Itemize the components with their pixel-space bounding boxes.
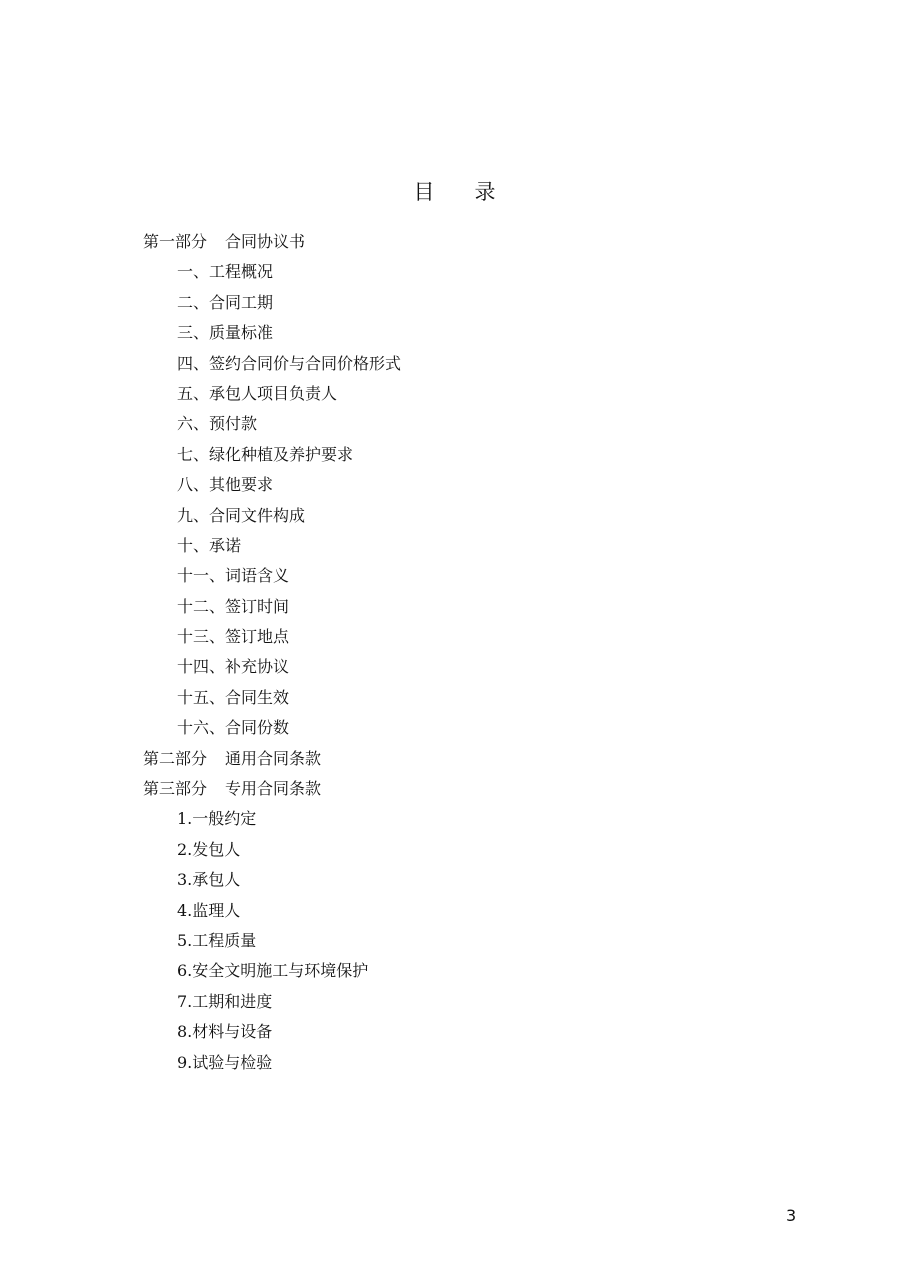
toc-item[interactable]: 6.安全文明施工与环境保护 (177, 961, 369, 981)
toc-item[interactable]: 二、合同工期 (177, 292, 274, 312)
toc-part-3[interactable] (0, 776, 909, 806)
toc-item[interactable]: 一、工程概况 (177, 262, 274, 282)
toc-item[interactable]: 3.承包人 (177, 870, 241, 890)
part-name: 专用合同条款 (225, 779, 322, 799)
toc-part-2[interactable] (0, 746, 909, 776)
page-title (0, 176, 909, 206)
toc-item[interactable]: 十二、签订时间 (177, 596, 290, 616)
toc-item[interactable]: 8.材料与设备 (177, 1022, 273, 1042)
title-char: 目 (413, 180, 455, 204)
part-name: 合同协议书 (225, 232, 306, 251)
toc-item[interactable]: 九、合同文件构成 (177, 505, 306, 525)
page-number: 3 (786, 1206, 797, 1225)
toc-item[interactable]: 五、承包人项目负责人 (177, 383, 338, 403)
title-char: 录 (474, 180, 516, 204)
toc-item[interactable]: 十五、合同生效 (177, 687, 290, 707)
toc-item[interactable]: 十四、补充协议 (177, 657, 290, 677)
part-name: 通用合同条款 (225, 748, 322, 768)
part-label: 第二部分 (143, 748, 208, 768)
toc-part-1[interactable] (0, 229, 909, 259)
toc-item[interactable]: 三、质量标准 (177, 323, 274, 343)
toc-item[interactable]: 十三、签订地点 (177, 627, 290, 647)
toc-item[interactable]: 十六、合同份数 (177, 718, 290, 738)
toc-item[interactable]: 1.一般约定 (177, 809, 257, 829)
toc-item[interactable]: 9.试验与检验 (177, 1052, 273, 1072)
toc-item[interactable]: 七、绿化种植及养护要求 (177, 444, 354, 464)
toc-item[interactable]: 7.工期和进度 (177, 991, 273, 1011)
toc-item[interactable]: 4.监理人 (177, 900, 241, 920)
toc-item[interactable]: 2.发包人 (177, 839, 241, 859)
toc-item[interactable]: 十一、词语含义 (177, 566, 290, 586)
part-label: 第一部分 (143, 232, 208, 251)
toc-item[interactable]: 四、签约合同价与合同价格形式 (177, 353, 402, 373)
part-label: 第三部分 (143, 779, 208, 799)
toc-item[interactable]: 八、其他要求 (177, 475, 274, 495)
toc-item[interactable]: 5.工程质量 (177, 930, 257, 950)
table-of-contents (0, 229, 909, 1080)
toc-item[interactable]: 十、承诺 (177, 535, 242, 555)
toc-item[interactable]: 六、预付款 (177, 414, 258, 434)
